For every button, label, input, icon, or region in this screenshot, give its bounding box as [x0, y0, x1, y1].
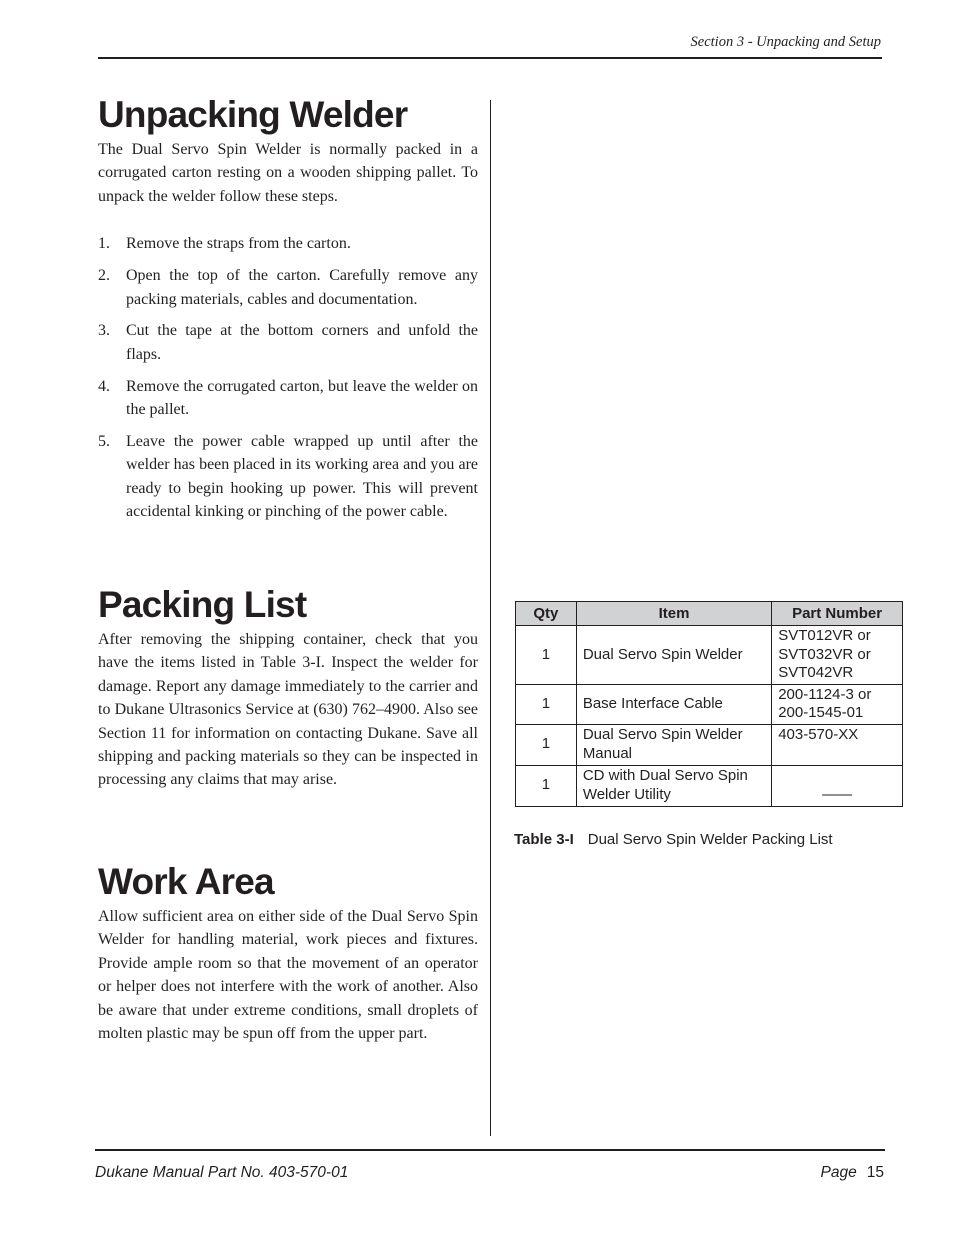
table-row	[516, 765, 903, 806]
table-caption-text: Dual Servo Spin Welder Packing List	[587, 831, 833, 848]
item-cell: CD with Dual Servo Spin Welder Utility	[576, 765, 771, 806]
part-number-cell: SVT012VR or SVT032VR or SVT042VR	[772, 626, 903, 685]
footer-page	[821, 1164, 884, 1182]
table-row	[516, 684, 903, 724]
table-caption	[514, 831, 833, 848]
list-item: 3. Cut the tape at the bottom corners and unfold the flaps.	[98, 322, 478, 363]
unpacking-intro: The Dual Servo Spin Welder is normally packed in a corrugated carton resting on a wooden shipping pallet. To unpack the welder follow these steps.	[98, 141, 478, 205]
work-area-section	[98, 862, 478, 1045]
table-row	[516, 724, 903, 765]
table-header-row	[516, 602, 903, 626]
list-item: 2. Open the top of the carton. Carefully remove any packing materials, cables and documentation.	[98, 267, 478, 308]
work-area-heading: Work Area	[98, 861, 274, 902]
header-rule	[98, 57, 882, 59]
column-divider	[490, 100, 491, 1136]
packing-list-body: After removing the shipping container, check that you have the items listed in Table 3-I. Inspect the welder for damage. Report any damage immediately to the carrier and to Dukane Ultrasonics Service at (630) 762–4900. Also see Section 11 for information on contacting Dukane. Save all shipping and packing materials so they can be inspected in processing any claims that may arise.	[98, 631, 478, 789]
packing-list-section	[98, 585, 478, 792]
unpacking-heading: Unpacking Welder	[98, 94, 408, 135]
item-cell: Dual Servo Spin Welder Manual	[576, 724, 771, 765]
item-cell: Base Interface Cable	[576, 684, 771, 724]
page-label: Page	[820, 1164, 857, 1181]
packing-list-table	[515, 601, 903, 807]
header-item: Item	[576, 602, 771, 626]
table-caption-label: Table 3-I	[514, 831, 574, 848]
qty-cell: 1	[516, 765, 577, 806]
part-number-cell: ——	[772, 765, 903, 806]
unpacking-section	[98, 95, 478, 532]
qty-cell: 1	[516, 626, 577, 685]
footer-manual-part: Dukane Manual Part No. 403-570-01	[95, 1164, 349, 1181]
table-row	[516, 626, 903, 685]
list-item: 1. Remove the straps from the carton.	[98, 235, 351, 253]
work-area-body: Allow sufficient area on either side of the Dual Servo Spin Welder for handling material, work pieces and fixtures. Provide ample room so that the movement of an operator or helper does not interfere with the work of another. Also be aware that under extreme conditions, small droplets of molten plastic may be spun off from the upper part.	[98, 908, 478, 1043]
page-number: 15	[866, 1164, 884, 1181]
list-item: 4. Remove the corrugated carton, but leave the welder on the pallet.	[98, 377, 478, 419]
header-part-number: Part Number	[772, 602, 903, 626]
packing-list-heading: Packing List	[98, 584, 307, 625]
qty-cell: 1	[516, 684, 577, 724]
running-header: Section 3 - Unpacking and Setup	[690, 34, 881, 50]
list-item: 5. Leave the power cable wrapped up until after the welder has been placed in its working area and you are ready to begin hooking up power. This will prevent accidental kinking or pinching of the power cable.	[98, 433, 478, 521]
item-cell: Dual Servo Spin Welder	[576, 626, 771, 685]
header-qty: Qty	[516, 602, 577, 626]
qty-cell: 1	[516, 724, 577, 765]
part-number-cell: 403-570-XX	[772, 724, 903, 765]
part-number-cell: 200-1124-3 or 200-1545-01	[772, 684, 903, 724]
unpacking-steps	[98, 232, 478, 523]
footer-rule	[95, 1149, 885, 1151]
